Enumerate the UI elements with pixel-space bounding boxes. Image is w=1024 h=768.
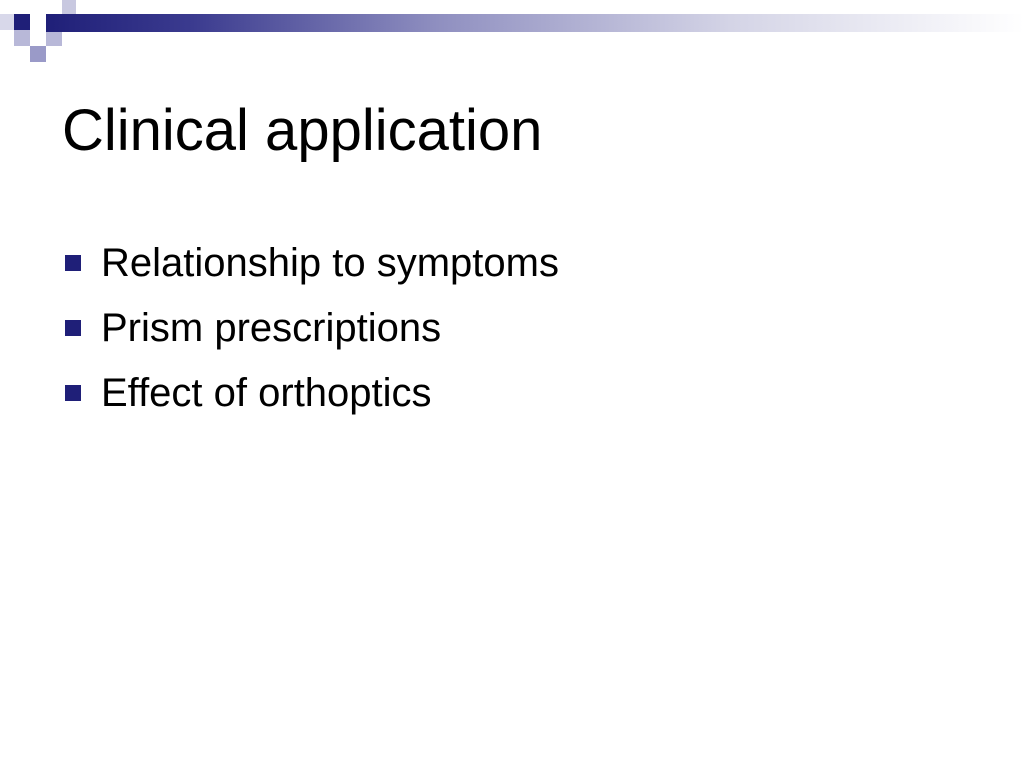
list-item	[62, 295, 559, 360]
decor-square	[14, 14, 30, 30]
list-item	[62, 360, 559, 425]
decor-square	[62, 0, 76, 14]
decor-square	[30, 46, 46, 62]
decor-square	[30, 30, 46, 46]
bullet-text: Effect of orthoptics	[101, 370, 432, 415]
list-item	[62, 230, 559, 295]
header-gradient-bar	[46, 14, 1024, 32]
decor-square	[0, 14, 14, 30]
square-bullet-icon	[65, 255, 81, 271]
decor-square	[30, 14, 46, 30]
bullet-text: Relationship to symptoms	[101, 240, 559, 285]
square-bullet-icon	[65, 385, 81, 401]
bullet-list	[62, 230, 559, 425]
square-bullet-icon	[65, 320, 81, 336]
slide-title: Clinical application	[62, 98, 543, 163]
decor-square	[46, 30, 62, 46]
decor-square	[14, 30, 30, 46]
bullet-text: Prism prescriptions	[101, 305, 442, 350]
